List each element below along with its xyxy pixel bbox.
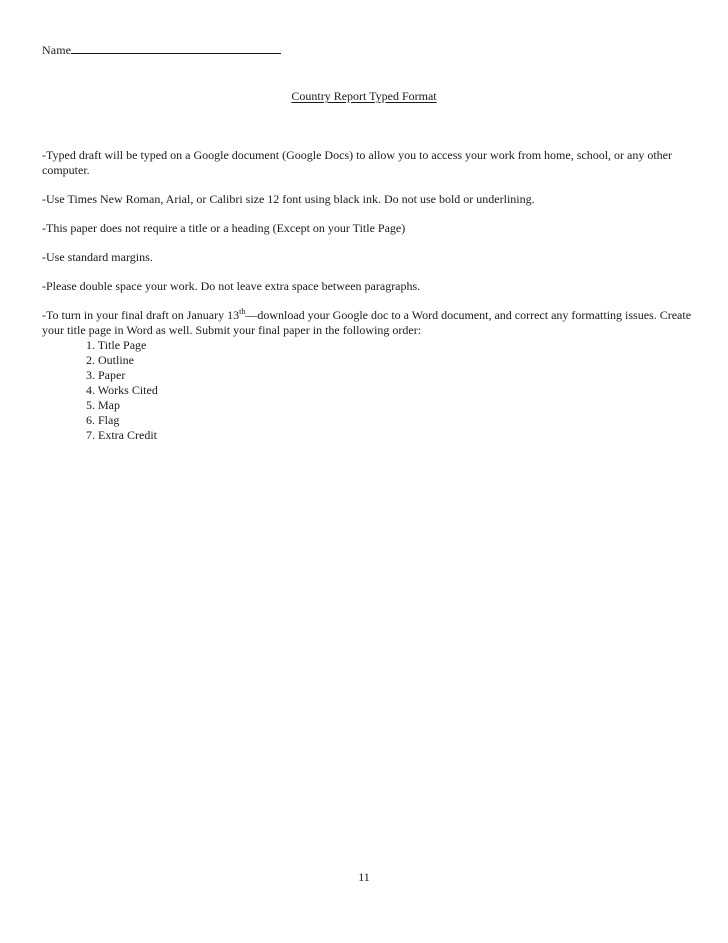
instruction-font: -Use Times New Roman, Arial, or Calibri size 12 font using black ink. Do not use bold or underlining. [42,192,535,206]
list-item: 6. Flag [86,413,120,427]
instruction-turn-in [42,308,692,338]
list-item: 2. Outline [86,353,134,367]
list-item: 7. Extra Credit [86,428,157,442]
list-item: 1. Title Page [86,338,147,352]
instructions-body [42,148,692,443]
title-text: Country Report Typed Format [291,89,437,103]
turn-in-text-start: -To turn in your final draft on January 13 [42,308,240,322]
name-label: Name [42,43,72,57]
page-title [0,89,728,104]
name-field [42,42,281,58]
date-ordinal: th [239,307,246,316]
instruction-spacing: -Please double space your work. Do not leave extra space between paragraphs. [42,279,421,293]
turn-in-text-end: —download your Google doc to a Word document, and correct any formatting issues. Create your title page in Word as well. Submit your final paper in the following order: [42,308,692,337]
page-number: 11 [358,870,370,884]
list-item: 3. Paper [86,368,126,382]
instruction-margins: -Use standard margins. [42,250,153,264]
list-item: 5. Map [86,398,120,412]
instruction-google-docs: -Typed draft will be typed on a Google document (Google Docs) to allow you to access your work from home, school, or any other computer. [42,148,672,177]
list-item: 4. Works Cited [86,383,158,397]
name-blank-line [71,42,281,54]
instruction-title: -This paper does not require a title or a heading (Except on your Title Page) [42,221,406,235]
submission-order-list [42,338,692,443]
